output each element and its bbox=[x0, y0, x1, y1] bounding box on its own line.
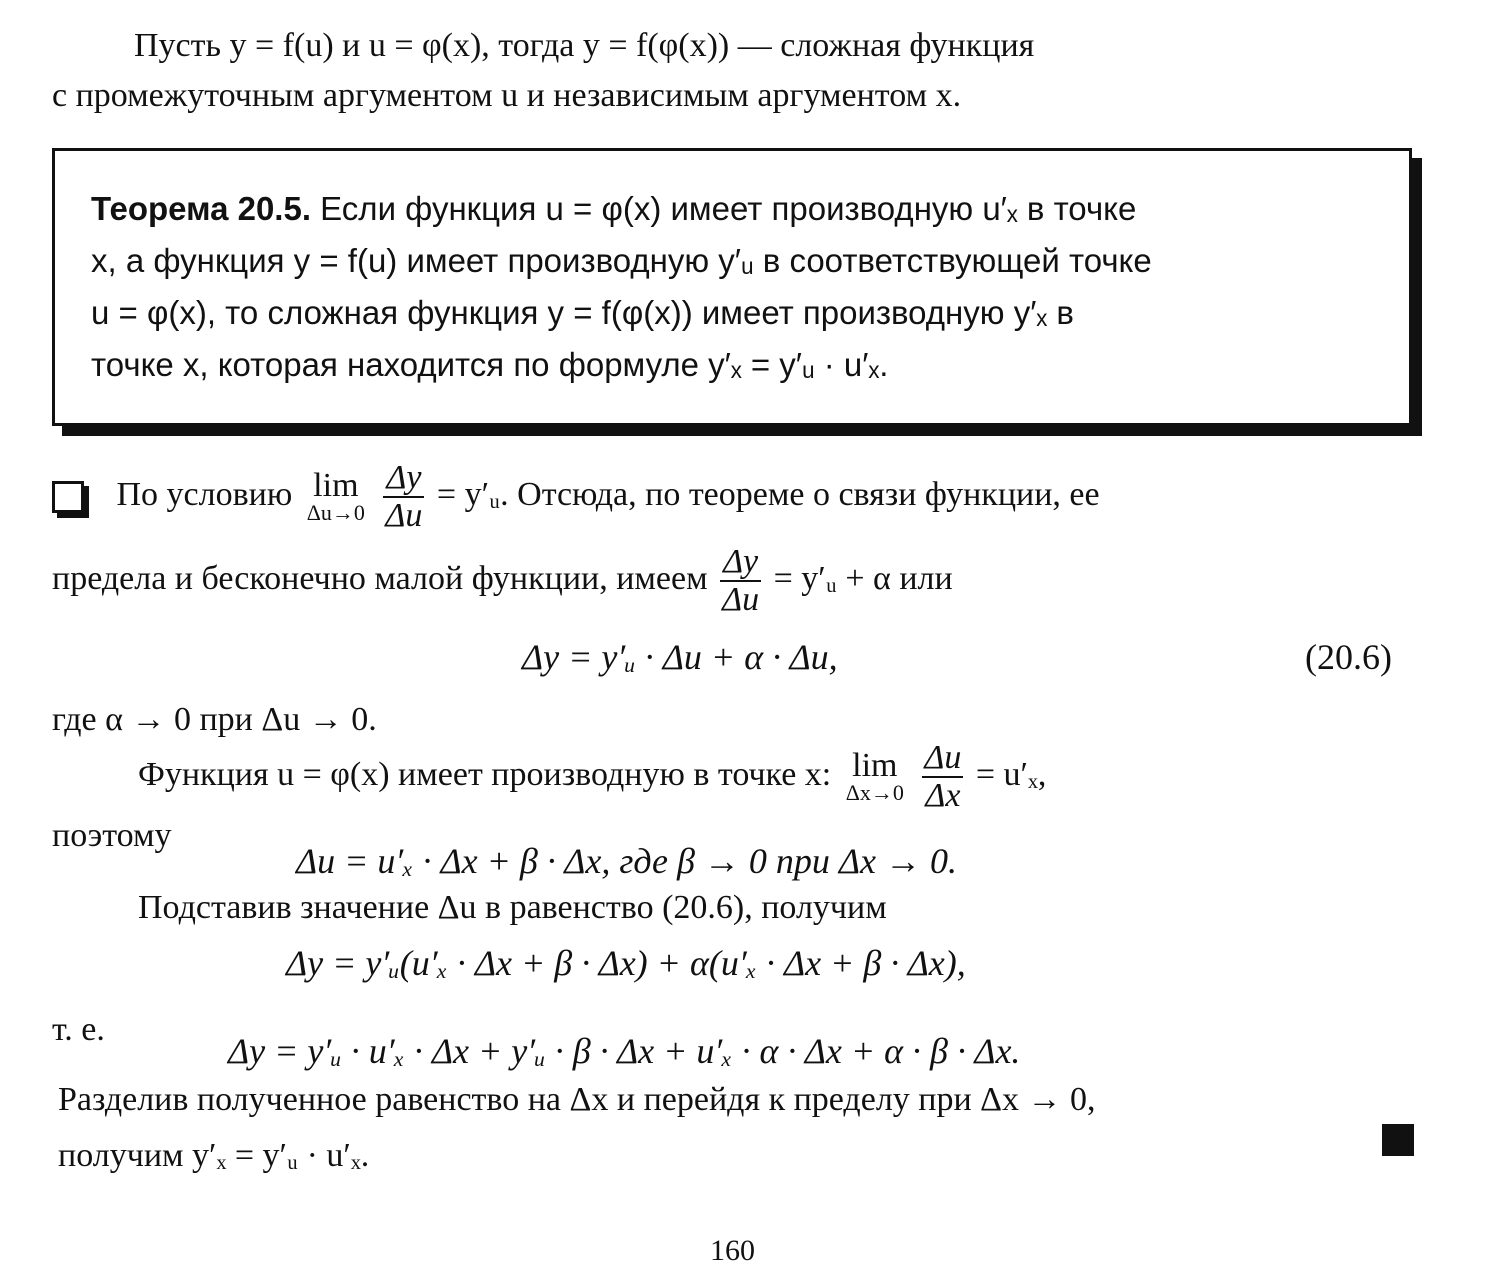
fraction-numerator: Δy bbox=[383, 460, 424, 498]
proof-end-icon bbox=[1382, 1124, 1414, 1156]
intro-line-2: с промежуточным аргументом u и независимым аргументом x. bbox=[52, 77, 962, 114]
equation-expanded: Δy = y′ᵤ · u′ₓ · Δx + y′ᵤ · β · Δx + u′ₓ · α · Δx + α · β · Δx. bbox=[228, 1031, 1021, 1071]
fraction-numerator: Δy bbox=[720, 544, 761, 582]
proof-line-1 bbox=[52, 460, 1100, 534]
page-number: 160 bbox=[710, 1234, 755, 1267]
fraction-dy-du-1 bbox=[383, 460, 424, 534]
theorem-line-2: x, а функция y = f(u) имеет производную y′ᵤ в соответствующей точке bbox=[91, 242, 1152, 279]
proof-line-7: т. е. bbox=[52, 1011, 105, 1048]
fraction-denominator: Δu bbox=[722, 581, 760, 618]
proof-line-9: получим y′ₓ = y′ᵤ · u′ₓ. bbox=[58, 1137, 370, 1174]
proof-line-5: поэтому bbox=[52, 817, 172, 854]
proof-text-4b: = u′ₓ, bbox=[975, 755, 1047, 793]
equation-20-6-label: (20.6) bbox=[1305, 637, 1392, 677]
limit-2: lim Δx→0 bbox=[845, 747, 904, 805]
proof-line-6: Подставив значение Δu в равенство (20.6), получим bbox=[138, 889, 887, 926]
fraction-denominator: Δx bbox=[925, 777, 961, 814]
proof-text-1a: По условию bbox=[116, 475, 293, 513]
proof-line-2 bbox=[52, 544, 953, 618]
equation-substitution: Δy = y′ᵤ(u′ₓ · Δx + β · Δx) + α(u′ₓ · Δx + β · Δx), bbox=[286, 943, 966, 983]
theorem-text-1: Если функция u = φ(x) имеет производную u′ₓ в точке bbox=[320, 190, 1137, 227]
equation-20-6: Δy = y′ᵤ · Δu + α · Δu, bbox=[522, 637, 838, 677]
limit-1-subscript: Δu→0 bbox=[306, 500, 365, 525]
limit-1: lim Δu→0 bbox=[306, 467, 365, 525]
proof-line-4 bbox=[138, 740, 1046, 814]
theorem-box bbox=[52, 148, 1412, 426]
fraction-dy-du-2 bbox=[720, 544, 761, 618]
proof-line-3: где α → 0 при Δu → 0. bbox=[52, 701, 377, 738]
theorem-line-1 bbox=[91, 189, 1136, 229]
proof-text-4a: Функция u = φ(x) имеет производную в точке x: bbox=[138, 755, 832, 793]
limit-2-subscript: Δx→0 bbox=[845, 780, 904, 805]
fraction-denominator: Δu bbox=[385, 497, 423, 534]
fraction-numerator: Δu bbox=[924, 739, 962, 776]
proof-text-1b: = y′ᵤ. Отсюда, по теореме о связи функции, ее bbox=[436, 475, 1100, 513]
equation-du: Δu = u′ₓ · Δx + β · Δx, где β → 0 при Δx → 0. bbox=[296, 841, 958, 881]
proof-text-2b: = y′ᵤ + α или bbox=[773, 559, 953, 597]
theorem-title: Теорема 20.5. bbox=[91, 190, 311, 227]
proof-start-icon bbox=[52, 481, 84, 513]
proof-text-2a: предела и бесконечно малой функции, имеем bbox=[52, 559, 708, 597]
theorem-line-3: u = φ(x), то сложная функция y = f(φ(x)) имеет производную y′ₓ в bbox=[91, 294, 1074, 331]
theorem-line-4: точке x, которая находится по формуле y′ₓ = y′ᵤ · u′ₓ. bbox=[91, 346, 889, 383]
fraction-du-dx bbox=[922, 740, 963, 814]
intro-line-1: Пусть y = f(u) и u = φ(x), тогда y = f(φ(x)) — сложная функция bbox=[134, 27, 1035, 64]
proof-line-8: Разделив полученное равенство на Δx и перейдя к пределу при Δx → 0, bbox=[58, 1081, 1096, 1118]
